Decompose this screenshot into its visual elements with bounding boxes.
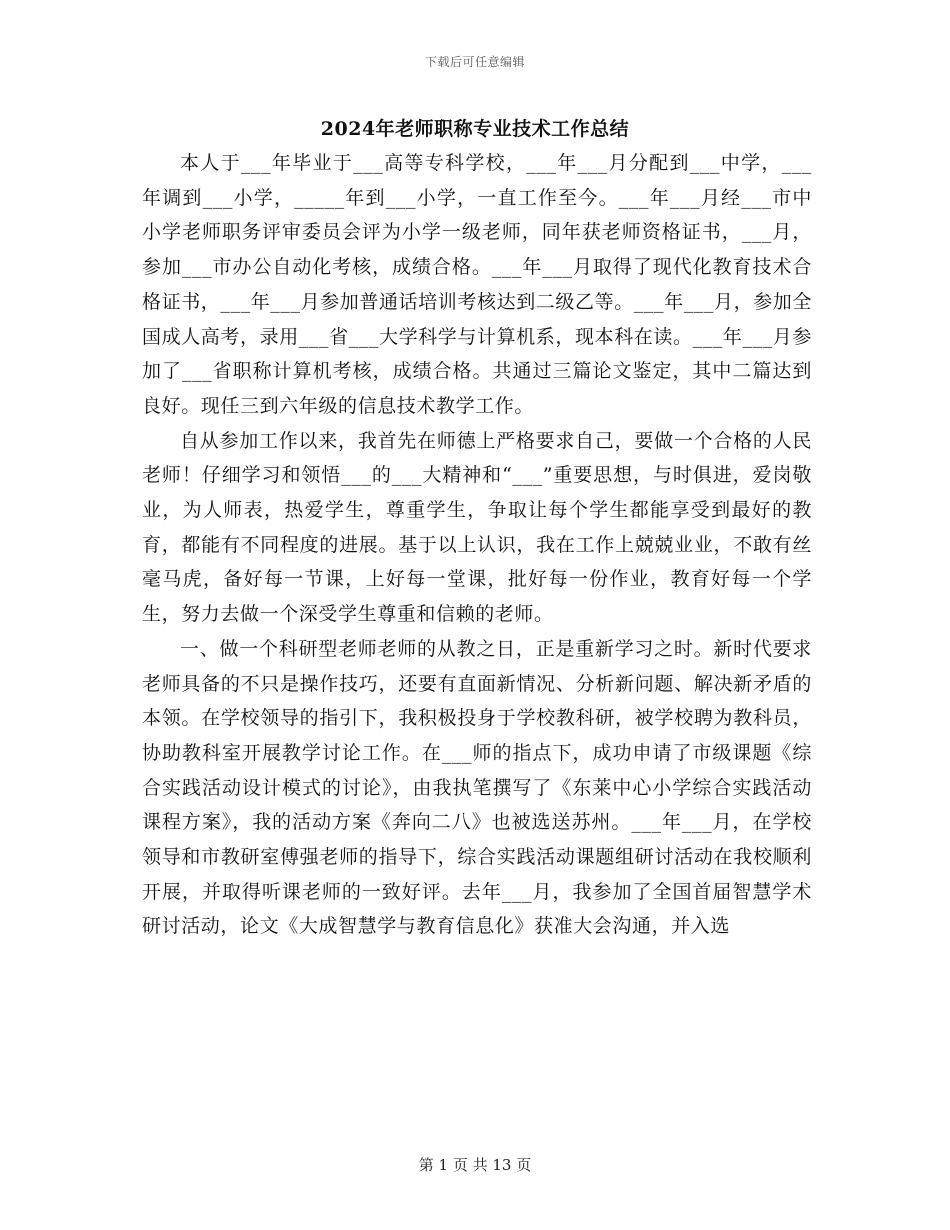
paragraph-2: 自从参加工作以来，我首先在师德上严格要求自己，要做一个合格的人民老师！仔细学习和领悟___的___大精神和“___”重要思想，与时俱进，爱岗敬业，为人师表，热爱学生，尊重学生，争取让每个学生都能享受到最好的教育，都能有不同程度的进展。基于以上认识，我在工作上兢兢业业，不敢有丝毫马虎，备好每一节课，上好每一堂课，批好每一份作业，教育好每一个学生，努力去做一个深受学生尊重和信赖的老师。 — [142, 429, 812, 626]
header-note: 下载后可任意编辑 — [424, 55, 525, 69]
document-body — [142, 146, 812, 944]
paragraph-1: 本人于___年毕业于___高等专科学校，___年___月分配到___中学，___年调到___小学，_____年到___小学，一直工作至今。___年___月经___市中小学老师职务评审委员会评为小学一级老师，同年获老师资格证书，___月，参加___市办公自动化考核，成绩合格。___年___月取得了现代化教育技术合格证书，___年___月参加普通话培训考核达到二级乙等。___年___月，参加全国成人高考，录用___省___大学科学与计算机系，现本科在读。___年___月参加了___省职称计算机考核，成绩合格。共通过三篇论文鉴定，其中二篇达到良好。现任三到六年级的信息技术教学工作。 — [142, 152, 813, 417]
paragraph-3: 一、做一个科研型老师老师的从教之日，正是重新学习之时。新时代要求老师具备的不只是操作技巧，还要有直面新情况、分析新问题、解决新矛盾的本领。在学校领导的指引下，我积极投身于学校教科研，被学校聘为教科员，协助教科室开展教学讨论工作。在___师的指点下，成功申请了市级课题《综合实践活动设计模式的讨论》，由我执笔撰写了《东莱中心小学综合实践活动课程方案》，我的活动方案《奔向二八》也被选送苏州。___年___月，在学校领导和市教研室傅强老师的指导下，综合实践活动课题组研讨活动在我校顺利开展，并取得听课老师的一致好评。去年___月，我参加了全国首届智慧学术研讨活动，论文《大成智慧学与教育信息化》获准大会沟通，并入选 — [142, 637, 812, 938]
page-indicator: 第 1 页 共 13 页 — [418, 1156, 532, 1174]
document-title: 2024年老师职称专业技术工作总结 — [320, 118, 630, 140]
